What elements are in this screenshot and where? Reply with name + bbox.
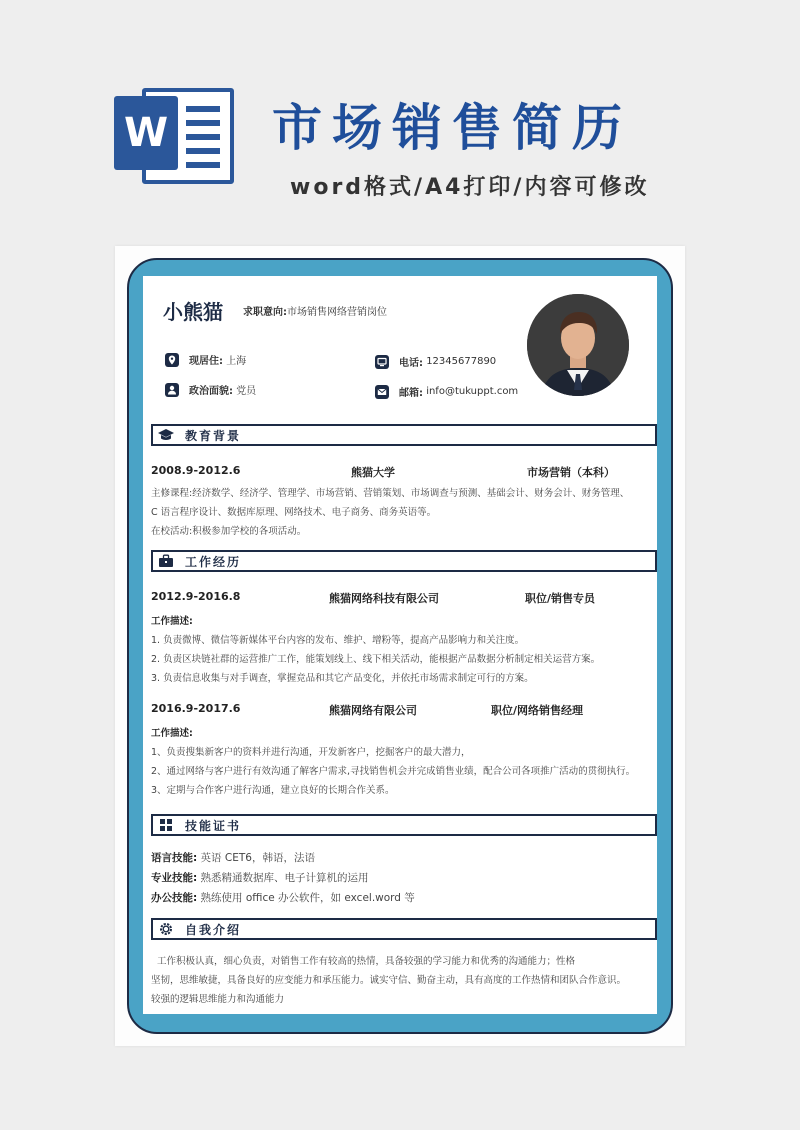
- politics-row: [165, 382, 256, 397]
- page-subtitle: word格式/A4打印/内容可修改: [290, 175, 650, 200]
- residence-label: 现居住:: [189, 356, 223, 367]
- activity-label: 在校活动:: [151, 526, 193, 537]
- job-desc-item: 3、定期与合作客户进行沟通，建立良好的长期合作关系。: [151, 785, 395, 796]
- section-title: 工作经历: [185, 554, 242, 569]
- job-desc-item: 3. 负责信息收集与对手调查，掌握竞品和其它产品变化，并依托市场需求制定可行的方案。: [151, 673, 534, 684]
- phone-value[interactable]: 12345677890: [426, 356, 497, 367]
- location-icon: [165, 353, 179, 367]
- job-intent-value: 市场销售网络营销岗位: [287, 307, 387, 318]
- section-self-intro: [151, 918, 657, 940]
- job-date: 2012.9-2016.8: [151, 590, 241, 603]
- resume-frame: [127, 258, 673, 1034]
- job-position: 职位/网络销售经理: [491, 704, 584, 717]
- word-letter-badge: W: [114, 96, 178, 170]
- briefcase-icon: [155, 552, 177, 570]
- phone-row: [375, 354, 496, 369]
- education-major: 市场营销（本科）: [527, 466, 615, 479]
- page-title: 市场销售简历: [272, 99, 632, 157]
- section-title: 教育背景: [185, 428, 242, 443]
- job-position: 职位/销售专员: [525, 592, 596, 605]
- self-intro-line-3: 较强的逻辑思维能力和沟通能力: [151, 994, 285, 1005]
- gear-icon: [155, 920, 177, 938]
- resume-content: [143, 276, 657, 1014]
- education-date: 2008.9-2012.6: [151, 464, 241, 477]
- grid-icon: [155, 816, 177, 834]
- residence-value: 上海: [226, 356, 247, 367]
- residence-row: [165, 352, 246, 367]
- section-title: 技能证书: [185, 818, 242, 833]
- self-intro-line-2: 坚韧，思维敏捷，具备良好的应变能力和承压能力。诚实守信、勤奋主动，具有高度的工作热情和团队合作意识。: [151, 975, 627, 986]
- job-desc-item: 2、通过网络与客户进行有效沟通了解客户需求,寻找销售机会并完成销售业绩，配合公司各项推广活动的贯彻执行。: [151, 766, 636, 777]
- skill-item: 专业技能: 熟悉精通数据库、电子计算机的运用: [151, 872, 369, 884]
- candidate-name: 小熊猫: [163, 300, 223, 324]
- resume-paper: [115, 246, 685, 1046]
- job-desc-label: 工作描述:: [151, 728, 193, 739]
- mail-icon: [375, 385, 389, 399]
- graduation-cap-icon: [155, 426, 177, 444]
- section-skills: [151, 814, 657, 836]
- email-row: [375, 384, 518, 399]
- politics-label: 政治面貌:: [189, 386, 233, 397]
- job-company: 熊猫网络科技有限公司: [329, 592, 439, 605]
- courses-line-2: C 语言程序设计、数据库原理、网络技术、电子商务、商务英语等。: [151, 507, 437, 518]
- job-intent: [243, 303, 387, 318]
- job-desc-item: 1、负责搜集新客户的资料并进行沟通，开发新客户，挖掘客户的最大潜力，: [151, 747, 471, 758]
- courses-line-1: 主修课程:经济数学、经济学、管理学、市场营销、营销策划、市场调查与预测、基础会计、财务会计、财务管理、: [151, 488, 630, 499]
- job-desc-item: 1. 负责微博、微信等新媒体平台内容的发布、维护、增粉等，提高产品影响力和关注度。: [151, 635, 525, 646]
- word-icon: [114, 82, 236, 188]
- job-desc-item: 2. 负责区块链社群的运营推广工作，能策划线上、线下相关活动，能根据产品数据分析制定相关运营方案。: [151, 654, 601, 665]
- job-intent-label: 求职意向:: [243, 307, 287, 318]
- skill-item: 语言技能: 英语 CET6，韩语，法语: [151, 852, 315, 864]
- email-label: 邮箱:: [399, 388, 423, 399]
- job-company: 熊猫网络有限公司: [329, 704, 417, 717]
- activity-line: 在校活动:积极参加学校的各项活动。: [151, 526, 307, 537]
- skill-item: 办公技能: 熟练使用 office 办公软件，如 excel.word 等: [151, 892, 415, 904]
- person-icon: [165, 383, 179, 397]
- politics-value: 党员: [236, 386, 257, 397]
- courses-label: 主修课程:: [151, 488, 193, 499]
- self-intro-line-1: 工作积极认真，细心负责，对销售工作有较高的热情，具备较强的学习能力和优秀的沟通能力；性格: [157, 956, 576, 967]
- avatar: [527, 294, 629, 396]
- job-desc-label: 工作描述:: [151, 616, 193, 627]
- job-date: 2016.9-2017.6: [151, 702, 241, 715]
- education-school: 熊猫大学: [351, 466, 395, 479]
- section-work: [151, 550, 657, 572]
- email-value[interactable]: info@tukuppt.com: [426, 386, 519, 397]
- section-title: 自我介绍: [185, 922, 242, 937]
- phone-icon: [375, 355, 389, 369]
- section-education: [151, 424, 657, 446]
- phone-label: 电话:: [399, 358, 423, 369]
